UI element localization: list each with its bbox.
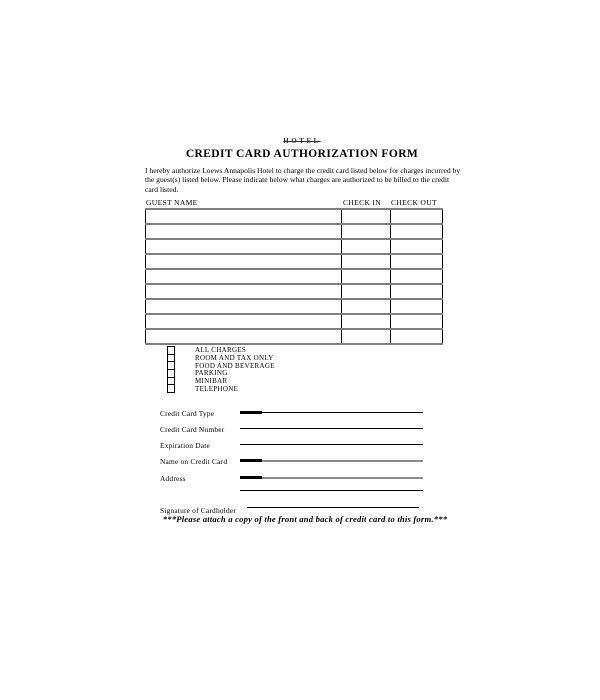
guest-table-cell-check-in[interactable] [342, 284, 391, 299]
charge-option-label: TELEPHONE [195, 384, 239, 393]
field-line-credit-card-number[interactable] [240, 428, 423, 429]
guest-table-cell-guest-name[interactable] [146, 314, 342, 329]
field-line-signature-of-cardholder[interactable] [247, 507, 419, 508]
field-line-address[interactable] [240, 477, 423, 479]
guest-table-cell-guest-name[interactable] [146, 269, 342, 284]
guest-table-cell-guest-name[interactable] [146, 209, 342, 224]
guest-table-cell-check-in[interactable] [342, 299, 391, 314]
guest-table-row [146, 224, 443, 239]
guest-table-cell-check-in[interactable] [342, 329, 391, 344]
field-line-expiration-date[interactable] [240, 444, 423, 445]
guest-table [145, 208, 443, 345]
field-line-name-on-credit-card[interactable] [240, 460, 423, 462]
guest-table-cell-guest-name[interactable] [146, 299, 342, 314]
field-label: Credit Card Type [160, 409, 215, 418]
field-line-credit-card-type[interactable] [240, 412, 423, 413]
guest-table-row [146, 314, 443, 329]
guest-table-cell-check-out[interactable] [391, 329, 443, 344]
guest-table-row [146, 269, 443, 284]
guest-table-row [146, 254, 443, 269]
guest-table-cell-check-in[interactable] [342, 209, 391, 224]
attachment-note: ***Please attach a copy of the front and back of credit card to this form.*** [162, 514, 448, 524]
guest-table-row [146, 239, 443, 254]
field-line-address-2[interactable] [240, 490, 423, 491]
guest-table-row [146, 329, 443, 344]
guest-table-cell-check-out[interactable] [391, 269, 443, 284]
guest-table-cell-guest-name[interactable] [146, 284, 342, 299]
guest-table-cell-check-out[interactable] [391, 224, 443, 239]
guest-table-cell-check-in[interactable] [342, 254, 391, 269]
column-header-check-in: CHECK IN [343, 198, 382, 207]
guest-table-cell-check-out[interactable] [391, 299, 443, 314]
hotel-logo [145, 130, 459, 148]
guest-table-cell-check-in[interactable] [342, 314, 391, 329]
form-title: CREDIT CARD AUTHORIZATION FORM [185, 148, 419, 160]
guest-table-cell-guest-name[interactable] [146, 329, 342, 344]
charge-option-label: ALL CHARGES [195, 346, 247, 355]
column-header-check-out: CHECK OUT [391, 198, 437, 207]
guest-table-cell-guest-name[interactable] [146, 254, 342, 269]
authorization-paragraph: I hereby authorize Loews Annapolis Hotel to charge the credit card listed below for charges incurred by the guest(s) listed below. Please indicate below what charges are authorized to be billed to the credit card listed. [145, 166, 461, 194]
guest-table-row [146, 299, 443, 314]
field-label: Expiration Date [160, 441, 210, 450]
hotel-logo-text: HOTEL [283, 137, 321, 145]
guest-table-cell-check-out[interactable] [391, 254, 443, 269]
field-label: Address [160, 474, 186, 483]
guest-table-cell-check-out[interactable] [391, 314, 443, 329]
field-label: Name on Credit Card [160, 457, 228, 466]
charge-option-label: FOOD AND BEVERAGE [195, 361, 275, 370]
guest-table-cell-guest-name[interactable] [146, 224, 342, 239]
guest-table-cell-check-in[interactable] [342, 224, 391, 239]
guest-table-cell-guest-name[interactable] [146, 239, 342, 254]
charge-option-label: ROOM AND TAX ONLY [195, 354, 274, 363]
checkbox-telephone[interactable] [167, 384, 175, 393]
guest-table-row [146, 209, 443, 224]
guest-table-row [146, 284, 443, 299]
charge-option-telephone [167, 384, 275, 393]
guest-table-cell-check-out[interactable] [391, 239, 443, 254]
charge-option-label: MINIBAR [195, 377, 228, 386]
field-address [160, 468, 450, 486]
field-label: Signature of Cardholder [160, 506, 237, 515]
field-name-on-credit-card [160, 451, 450, 469]
field-label: Credit Card Number [160, 425, 225, 434]
guest-table-cell-check-in[interactable] [342, 239, 391, 254]
guest-table-cell-check-in[interactable] [342, 269, 391, 284]
column-header-guest-name: GUEST NAME [146, 198, 198, 207]
guest-table-cell-check-out[interactable] [391, 284, 443, 299]
guest-table-body [146, 209, 443, 344]
charge-options-list [167, 346, 275, 393]
charge-option-label: PARKING [195, 369, 228, 378]
guest-table-cell-check-out[interactable] [391, 209, 443, 224]
